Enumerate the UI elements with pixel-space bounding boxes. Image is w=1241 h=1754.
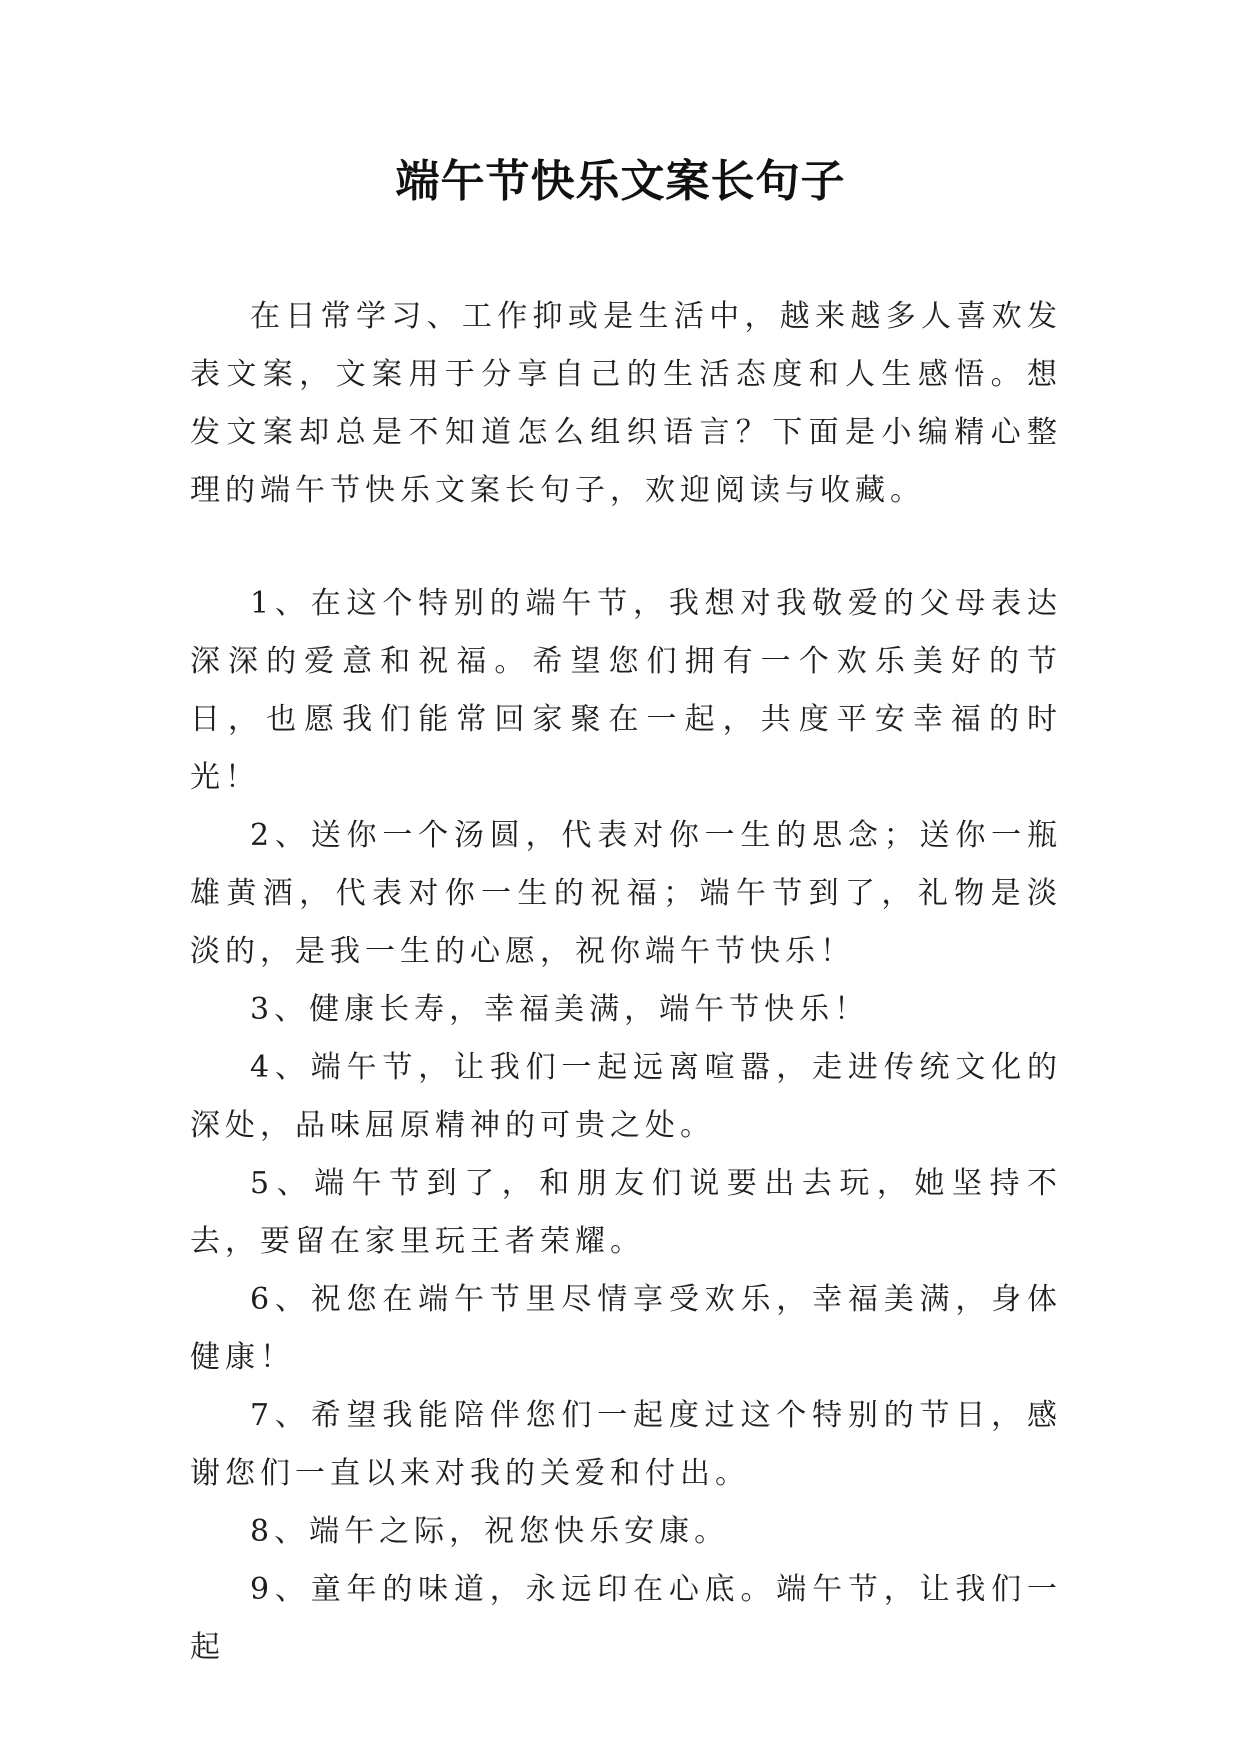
list-item: 9、童年的味道，永远印在心底。端午节，让我们一起 xyxy=(190,1572,1062,1665)
list-item: 4、端午节，让我们一起远离喧嚣，走进传统文化的深处，品味屈原精神的可贵之处。 xyxy=(190,1050,1062,1143)
list-item: 8、端午之际，祝您快乐安康。 xyxy=(250,1514,730,1549)
list-item: 3、健康长寿，幸福美满，端午节快乐！ xyxy=(250,992,870,1027)
intro-section xyxy=(190,288,1062,520)
list-item: 6、祝您在端午节里尽情享受欢乐，幸福美满，身体健康！ xyxy=(190,1282,1062,1375)
list-item: 7、希望我能陪伴您们一起度过这个特别的节日，感谢您们一直以来对我的关爱和付出。 xyxy=(190,1398,1062,1491)
list-item: 2、送你一个汤圆，代表对你一生的思念；送你一瓶雄黄酒，代表对你一生的祝福；端午节到了，礼物是淡淡的，是我一生的心愿，祝你端午节快乐！ xyxy=(190,818,1062,969)
intro-paragraph: 在日常学习、工作抑或是生活中，越来越多人喜欢发表文案，文案用于分享自己的生活态度和人生感悟。想发文案却总是不知道怎么组织语言？下面是小编精心整理的端午节快乐文案长句子，欢迎阅读与收藏。 xyxy=(190,299,1062,508)
list-item: 1、在这个特别的端午节，我想对我敬爱的父母表达深深的爱意和祝福。希望您们拥有一个欢乐美好的节日，也愿我们能常回家聚在一起，共度平安幸福的时光！ xyxy=(190,586,1062,795)
item-list xyxy=(190,575,1062,1677)
list-item: 5、端午节到了，和朋友们说要出去玩，她坚持不去，要留在家里玩王者荣耀。 xyxy=(190,1166,1062,1259)
document-title: 端午节快乐文案长句子 xyxy=(395,156,846,207)
